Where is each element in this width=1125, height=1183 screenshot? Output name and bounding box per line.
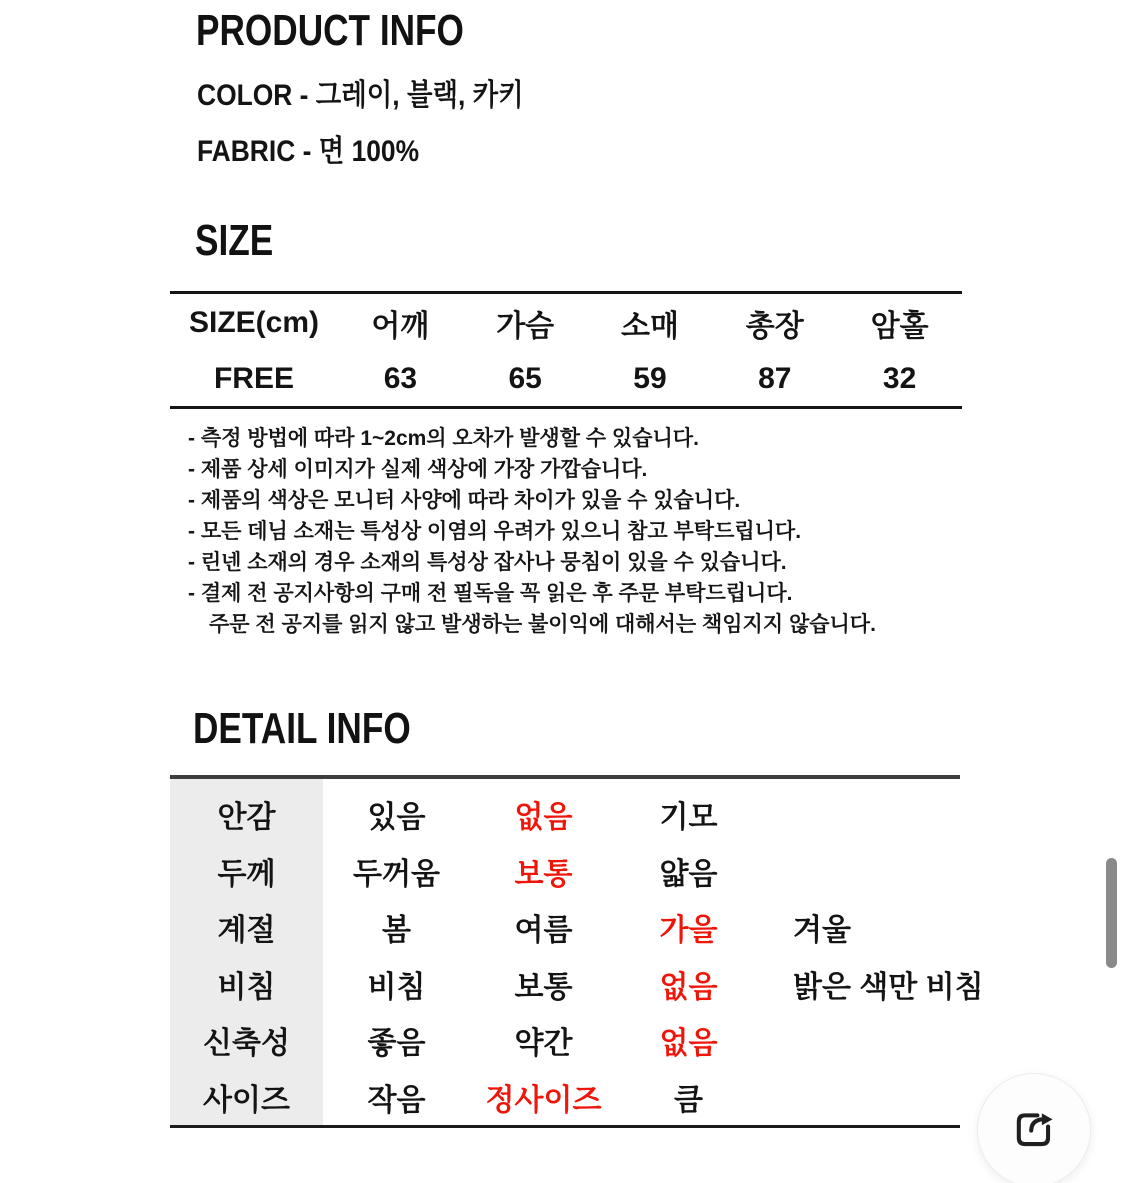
detail-option: 작음 (367, 1083, 426, 1117)
detail-option: 봄 (382, 914, 411, 948)
detail-option: 있음 (367, 801, 426, 835)
fabric-spec-line: FABRIC - 면 100% (197, 135, 420, 168)
size-value-cell: 65 (508, 362, 542, 395)
detail-row (170, 956, 984, 1013)
detail-option: 보통 (514, 970, 573, 1004)
detail-option: 얇음 (659, 857, 718, 891)
share-button[interactable] (977, 1073, 1091, 1183)
note-line: - 제품 상세 이미지가 실제 색상에 가장 가깝습니다. (188, 458, 648, 481)
detail-row (170, 899, 960, 956)
size-header-row (170, 294, 962, 352)
note-line: - 린넨 소재의 경우 소재의 특성상 잡사나 뭉침이 있을 수 있습니다. (188, 551, 787, 574)
detail-row (170, 1069, 960, 1126)
detail-row (170, 1012, 960, 1069)
note-line: 주문 전 공지를 읽지 않고 발생하는 불이익에 대해서는 책임지지 않습니다. (209, 613, 876, 636)
note-line: - 모든 데님 소재는 특성상 이염의 우려가 있으니 참고 부탁드립니다. (188, 520, 802, 543)
detail-option: 여름 (514, 914, 573, 948)
detail-option: 겨울 (793, 914, 851, 948)
detail-option: 없음 (514, 801, 573, 835)
color-spec-line: COLOR - 그레이, 블랙, 카키 (197, 79, 524, 112)
note-line: - 측정 방법에 따라 1~2cm의 오차가 발생할 수 있습니다. (188, 427, 699, 450)
detail-option: 두꺼움 (353, 857, 440, 891)
detail-row-label: 두께 (217, 857, 276, 891)
size-data-row (170, 352, 962, 406)
size-table (170, 291, 962, 409)
detail-option: 가을 (659, 914, 718, 948)
detail-table-body (170, 779, 984, 1125)
detail-row-label: 비침 (217, 970, 276, 1004)
note-line: - 결제 전 공지사항의 구매 전 필독을 꼭 읽은 후 주문 부탁드립니다. (188, 582, 793, 605)
size-header-cell: 가슴 (496, 310, 555, 343)
detail-section-title: DETAIL INFO (193, 704, 411, 753)
detail-row-label: 안감 (217, 801, 276, 835)
detail-option: 기모 (659, 801, 718, 835)
notes-list (188, 423, 948, 640)
detail-row (170, 843, 960, 900)
detail-row-label: 사이즈 (203, 1083, 290, 1117)
detail-option: 정사이즈 (485, 1083, 602, 1117)
detail-table (170, 775, 984, 1128)
detail-row-label: 계절 (217, 914, 276, 948)
size-header-cell: SIZE(cm) (188, 306, 320, 339)
product-info-title: PRODUCT INFO (196, 6, 464, 55)
size-header-cell: 어깨 (371, 310, 430, 343)
size-value-cell: 32 (882, 362, 917, 395)
detail-row-label: 신축성 (203, 1027, 290, 1061)
size-header-cell: 총장 (745, 310, 804, 343)
detail-option: 비침 (367, 970, 426, 1004)
detail-option: 큼 (674, 1083, 703, 1117)
vertical-scrollbar-thumb[interactable] (1106, 858, 1117, 968)
detail-option: 밝은 색만 비침 (793, 970, 984, 1004)
detail-row (170, 786, 960, 843)
detail-option: 약간 (514, 1027, 573, 1061)
detail-option: 좋음 (367, 1027, 426, 1061)
size-section-title: SIZE (195, 216, 274, 265)
note-line: - 제품의 색상은 모니터 사양에 따라 차이가 있을 수 있습니다. (188, 489, 741, 512)
detail-option: 보통 (514, 857, 573, 891)
detail-option: 없음 (659, 970, 718, 1004)
size-value-cell: 87 (758, 362, 792, 395)
size-header-cell: 소매 (621, 310, 679, 343)
size-header-cell: 암홀 (870, 310, 929, 343)
size-value-cell: FREE (213, 362, 294, 395)
size-value-cell: 63 (383, 362, 418, 395)
detail-option: 없음 (659, 1027, 718, 1061)
size-value-cell: 59 (633, 362, 667, 395)
share-arrow-icon (1007, 1103, 1061, 1157)
